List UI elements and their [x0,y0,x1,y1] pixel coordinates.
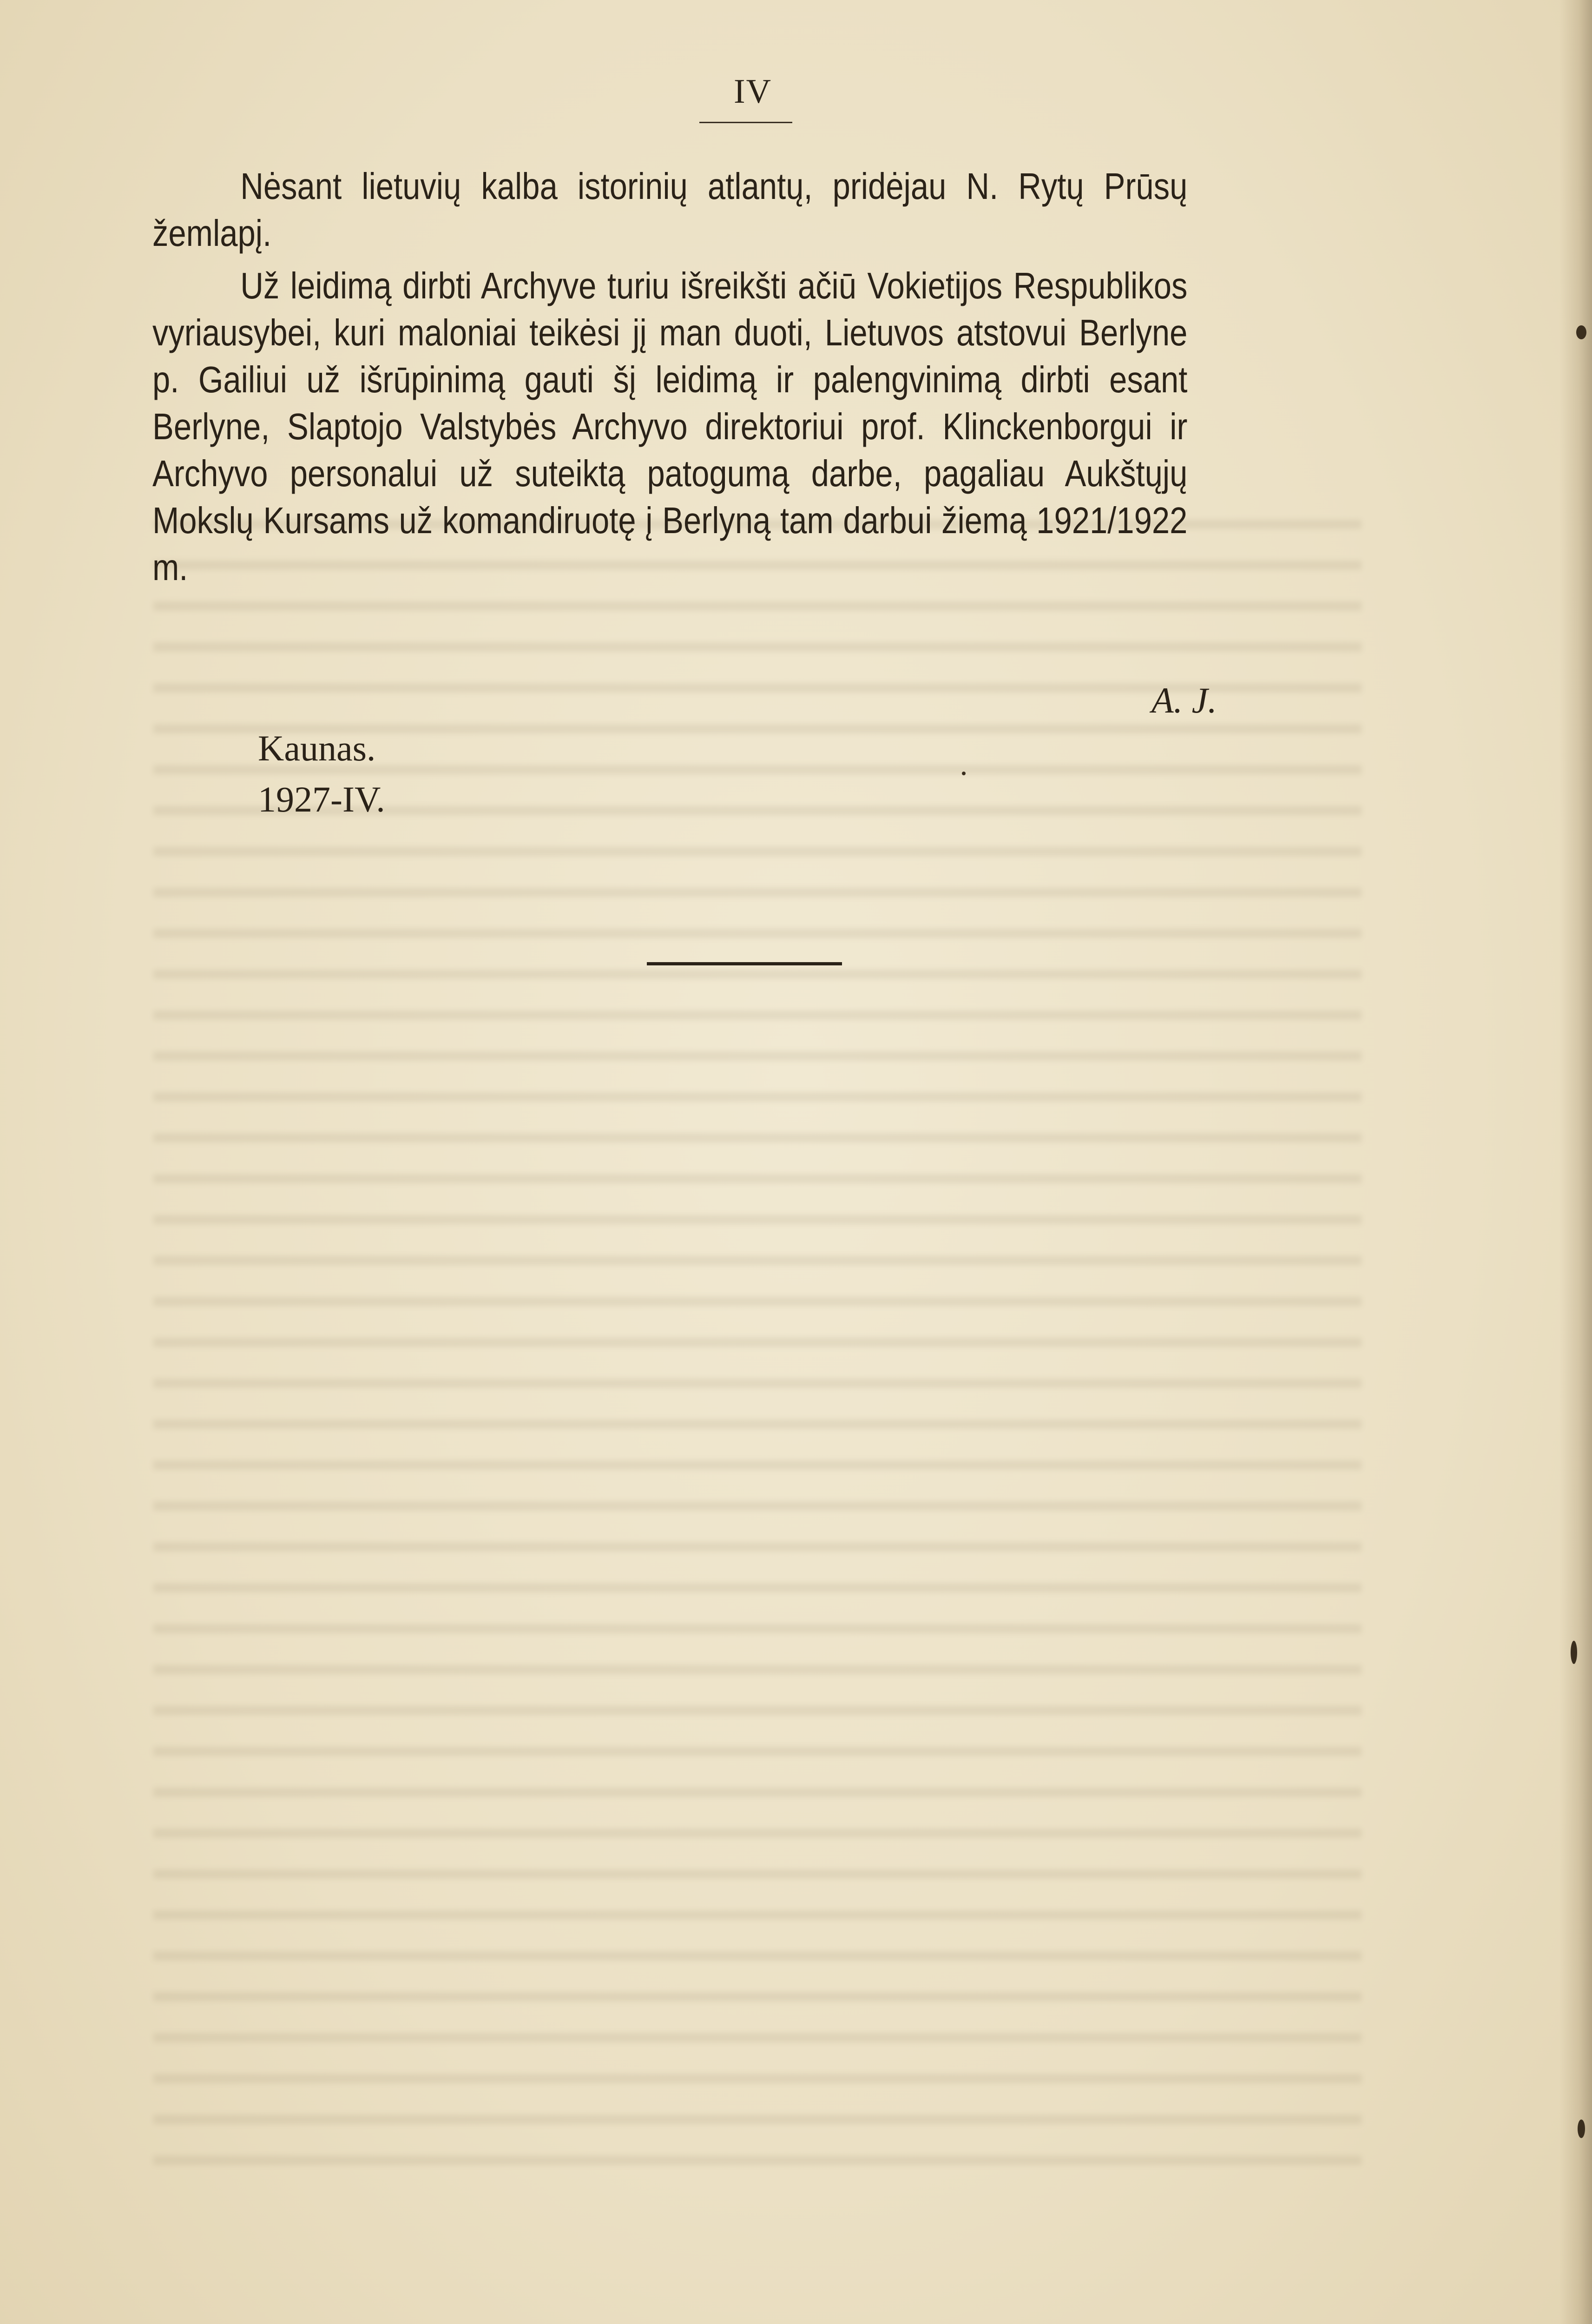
ink-speck [1578,2119,1585,2138]
signature-place-date [258,723,385,825]
body-text [152,163,1187,591]
signature-place: Kaunas. [258,728,376,768]
page-edge-shadow [1559,0,1592,2324]
ink-speck [1571,1641,1577,1664]
ink-speck [1576,325,1586,339]
page-number-underline [699,122,792,123]
closing-rule [647,962,842,965]
page-number: IV [733,73,772,111]
author-initials: A. J. [1151,680,1217,720]
signature-date: 1927-IV. [258,779,385,819]
ink-speck [962,772,966,775]
paragraph-atlas-note: Nėsant lietuvių kalba istorinių atlantų, pridėjau N. Rytų Prūsų žemlapį. [152,165,1188,254]
paragraph-acknowledgements: Už leidimą dirbti Archyve turiu išreikšti ačiū Vokietijos Respublikos vyriausybei, kuri maloniai teikėsi jį man duoti, Lietuvos atstovui Berlyne p. Gailiui už išrūpinimą gauti šį leidimą ir palengvinimą dirbti esant Berlyne, Slaptojo Valstybės Archyvo direktoriui prof. Klinckenborgui ir Archyvo personalui už suteiktą patogumą darbe, pagaliau Aukštųjų Mokslų Kursams už komandiruotę į Berlyną tam darbui žiemą 1921/1922 m. [152,265,1188,588]
